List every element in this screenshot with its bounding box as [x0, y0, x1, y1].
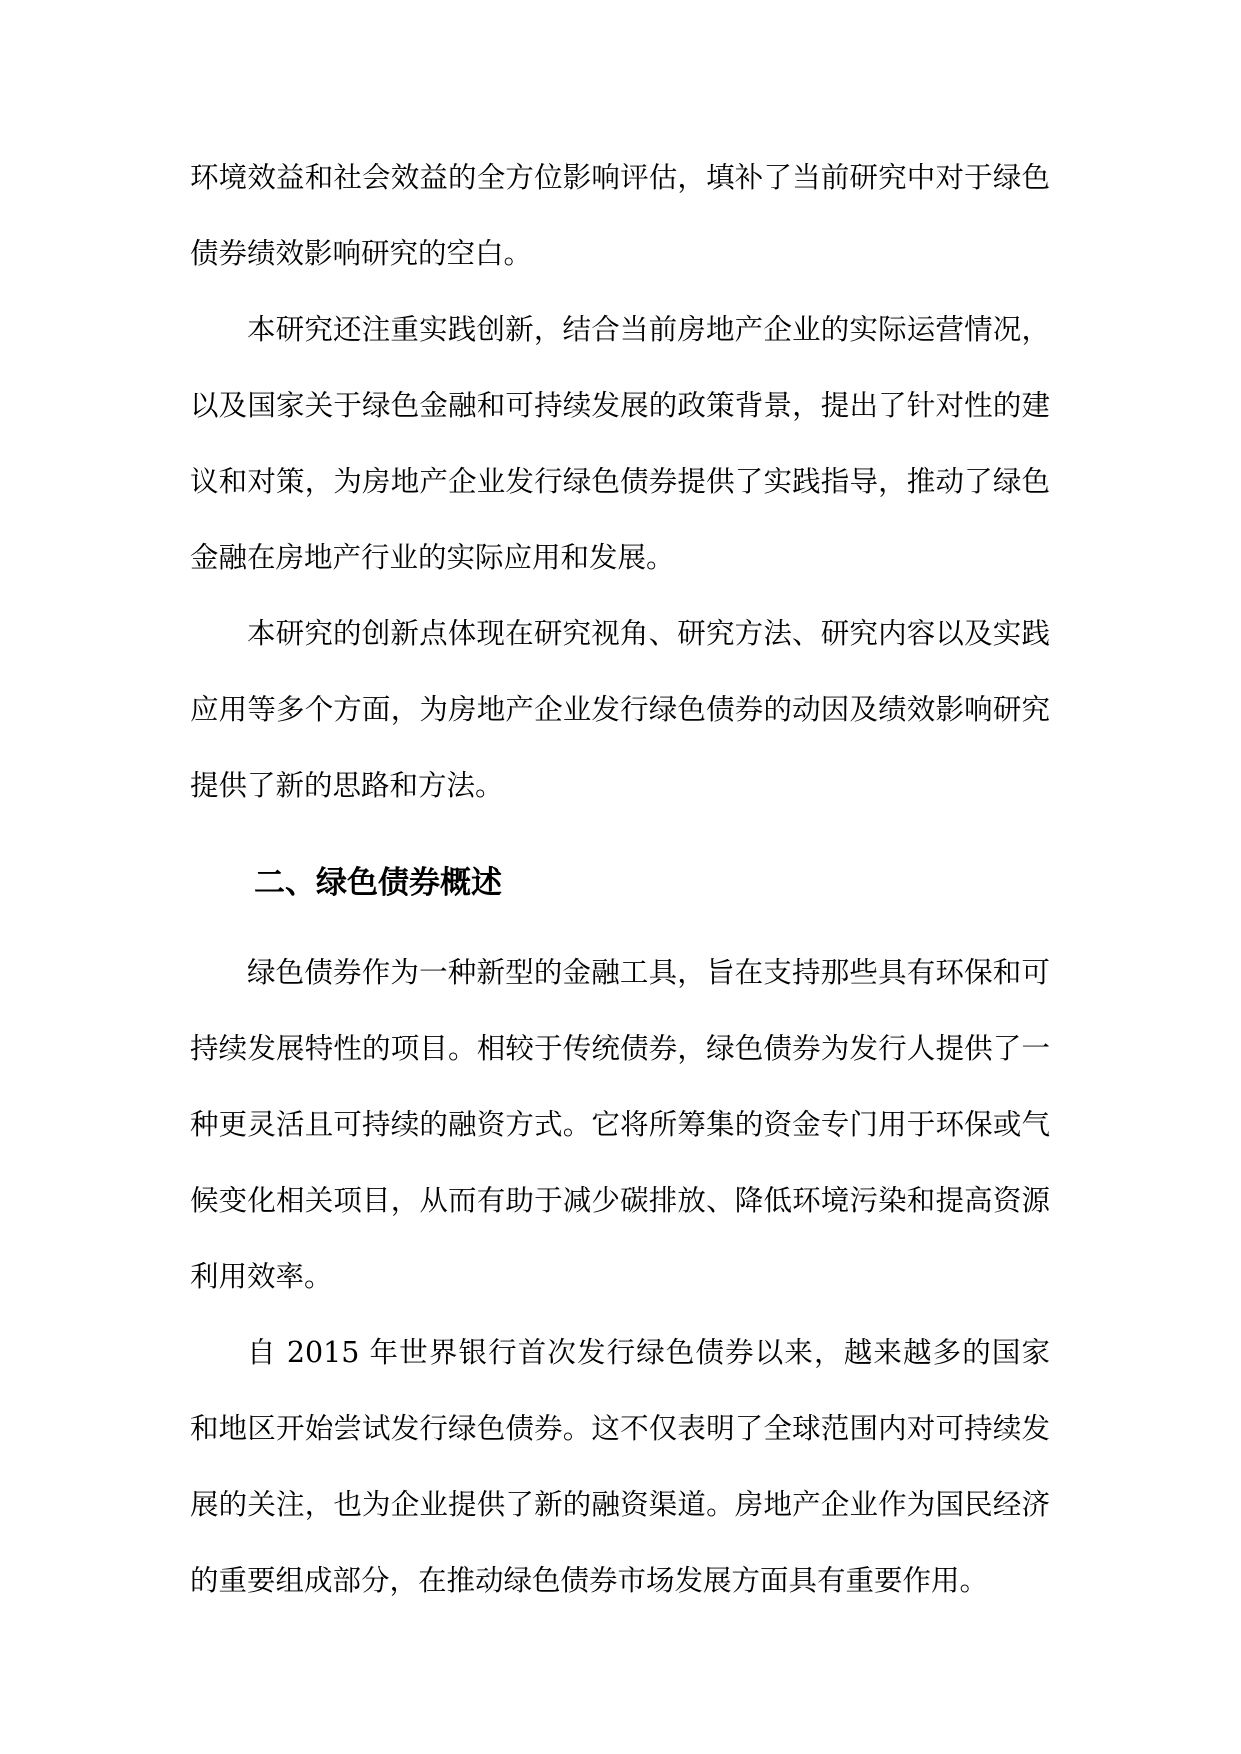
paragraph-green-bond-history: 自 2015 年世界银行首次发行绿色债券以来，越来越多的国家和地区开始尝试发行绿色债券。这不仅表明了全球范围内对可持续发展的关注，也为企业提供了新的融资渠道。房地产企业作为国民经济的重要组成部分，在推动绿色债券市场发展方面具有重要作用。 [190, 1336, 1050, 1597]
paragraph-continuation: 环境效益和社会效益的全方位影响评估，填补了当前研究中对于绿色债券绩效影响研究的空白。 [190, 161, 1050, 270]
document-body [190, 140, 1050, 1619]
paragraph-innovation-summary: 本研究的创新点体现在研究视角、研究方法、研究内容以及实践应用等多个方面，为房地产企业发行绿色债券的动因及绩效影响研究提供了新的思路和方法。 [190, 617, 1050, 802]
section-heading: 二、绿色债券概述 [254, 865, 502, 901]
paragraph-practice-innovation: 本研究还注重实践创新，结合当前房地产企业的实际运营情况，以及国家关于绿色金融和可持续发展的政策背景，提出了针对性的建议和对策，为房地产企业发行绿色债券提供了实践指导，推动了绿色金融在房地产行业的实际应用和发展。 [190, 313, 1050, 574]
paragraph-green-bond-definition: 绿色债券作为一种新型的金融工具，旨在支持那些具有环保和可持续发展特性的项目。相较于传统债券，绿色债券为发行人提供了一种更灵活且可持续的融资方式。它将所筹集的资金专门用于环保或气候变化相关项目，从而有助于减少碳排放、降低环境污染和提高资源利用效率。 [190, 956, 1050, 1293]
